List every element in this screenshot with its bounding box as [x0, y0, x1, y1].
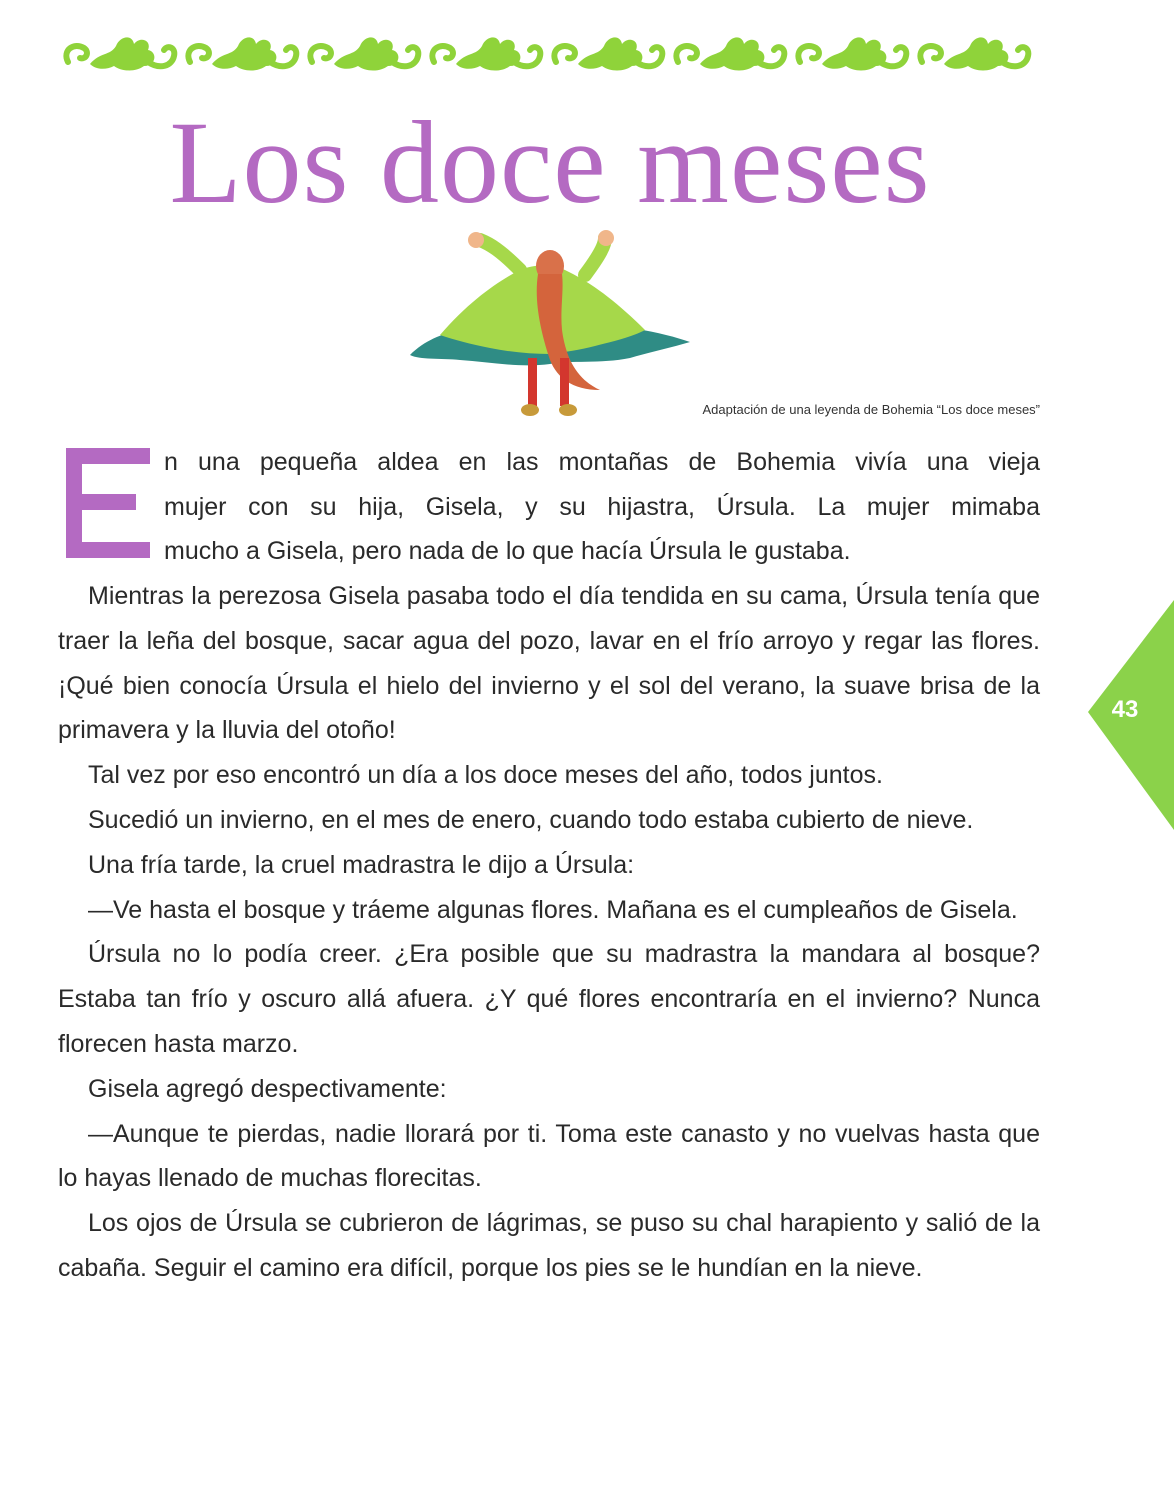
wizard-illustration-icon: [400, 230, 700, 425]
story-paragraph: Úrsula no lo podía creer. ¿Era posible que su madrastra la mandara al bosque? Estaba tan frío y oscuro allá afuera. ¿Y qué flores encontraría en el invierno? Nunca florecen hasta marzo.: [58, 940, 1040, 1058]
first-paragraph-line-3: mucho a Gisela, pero nada de lo que hacía Úrsula le gustaba.: [164, 537, 851, 566]
story-paragraph: —Ve hasta el bosque y tráeme algunas flores. Mañana es el cumpleaños de Gisela.: [88, 895, 1018, 924]
story-paragraph: Tal vez por eso encontró un día a los doce meses del año, todos juntos.: [88, 761, 883, 790]
ornament-border-icon: [60, 22, 1040, 84]
first-paragraph-line-2: mujer con su hija, Gisela, y su hijastra, Úrsula. La mujer mimaba: [164, 492, 1040, 521]
story-paragraph: Los ojos de Úrsula se cubrieron de lágrimas, se puso su chal harapiento y salió de la cabaña. Seguir el camino era difícil, porque los pies se le hundían en la nieve.: [58, 1209, 1040, 1282]
story-body: [58, 574, 1040, 1291]
first-paragraph: [164, 440, 1040, 574]
story-paragraph: Gisela agregó despectivamente:: [88, 1074, 447, 1103]
illustration-caption: Adaptación de una leyenda de Bohemia “Los doce meses”: [702, 402, 1040, 417]
drop-cap-letter: [66, 448, 150, 558]
page-title: Los doce meses: [169, 97, 931, 228]
story-paragraph: Una fría tarde, la cruel madrastra le dijo a Úrsula:: [88, 850, 635, 879]
story-paragraph: Sucedió un invierno, en el mes de enero, cuando todo estaba cubierto de nieve.: [88, 805, 974, 834]
first-paragraph-line-1: n una pequeña aldea en las montañas de Bohemia vivía una vieja: [164, 448, 1040, 476]
story-paragraph: —Aunque te pierdas, nadie llorará por ti. Toma este canasto y no vuelvas hasta que lo hayas llenado de muchas florecitas.: [58, 1119, 1040, 1193]
page-number: 43: [1111, 696, 1139, 723]
story-paragraph: Mientras la perezosa Gisela pasaba todo el día tendida en su cama, Úrsula tenía que traer la leña del bosque, sacar agua del pozo, lavar en el frío arroyo y regar las flores. ¡Qué bien conocía Úrsula el hielo del invierno y el sol del verano, la suave brisa de la primavera y la lluvia del otoño!: [58, 582, 1040, 745]
